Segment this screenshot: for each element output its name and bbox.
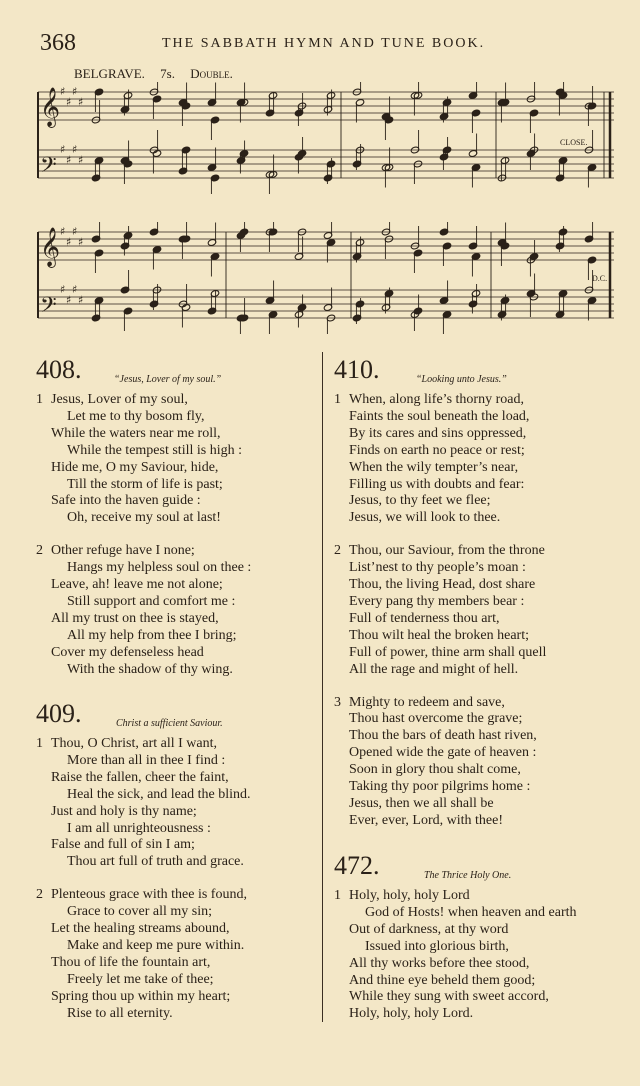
verse-line: When, along life’s thorny road, bbox=[349, 392, 524, 407]
page-header bbox=[40, 30, 610, 60]
verse-line: Holy, holy, holy Lord. bbox=[349, 1006, 474, 1022]
sharp-sign: ♯ bbox=[72, 143, 78, 156]
verse-line: Finds on earth no peace or rest; bbox=[349, 442, 525, 458]
verse-line: When the wily tempter’s near, bbox=[349, 459, 519, 475]
verse-line: Let me to thy bosom fly, bbox=[67, 408, 205, 424]
sharp-sign: ♯ bbox=[72, 225, 78, 238]
verse-line: Cover my defenseless head bbox=[51, 644, 204, 660]
hymn-410 bbox=[334, 355, 624, 846]
bass-clef: 𝄢 bbox=[40, 153, 57, 183]
verse-line: Holy, holy, holy Lord bbox=[349, 888, 470, 903]
verse bbox=[36, 736, 314, 871]
verse-line: While the waters near me roll, bbox=[51, 425, 221, 441]
verse-line: Raise the fallen, cheer the faint, bbox=[51, 769, 229, 785]
hymn-subtitle: “Looking unto Jesus.” bbox=[416, 374, 507, 385]
sharp-sign: ♯ bbox=[78, 293, 84, 307]
music-staff-system bbox=[36, 222, 616, 334]
verse-line: Till the storm of life is past; bbox=[67, 476, 223, 492]
dc-label: D.C. bbox=[592, 274, 608, 283]
page-number: 368 bbox=[40, 30, 76, 56]
verse-number: 2 bbox=[334, 543, 341, 559]
verse-line: Plenteous grace with thee is found, bbox=[51, 887, 247, 903]
verse-line: I am all unrighteousness : bbox=[67, 820, 211, 836]
verse-line: Let the healing streams abound, bbox=[51, 921, 230, 937]
tune-title bbox=[74, 66, 245, 82]
hymn-number: 472. bbox=[334, 851, 380, 880]
verse-line: God of Hosts! when heaven and earth bbox=[365, 904, 577, 920]
verse-line: Jesus, then we all shall be bbox=[349, 795, 494, 811]
verse-number: 2 bbox=[36, 543, 43, 559]
verse-line: Filling us with doubts and fear: bbox=[349, 476, 525, 492]
hymn-408 bbox=[36, 355, 314, 695]
verse-line: Taking thy poor pilgrims home : bbox=[349, 779, 531, 795]
column-divider bbox=[322, 352, 323, 1022]
verse-line: Soon in glory thou shalt come, bbox=[349, 762, 521, 778]
verse-line: Ever, ever, Lord, with thee! bbox=[349, 812, 503, 828]
verse-line: Faints the soul beneath the load, bbox=[349, 408, 530, 424]
verse-line: More than all in thee I find : bbox=[67, 752, 226, 768]
music-system-1 bbox=[36, 82, 616, 194]
verse bbox=[36, 887, 314, 1022]
verse-line: Jesus, to thy feet we flee; bbox=[349, 493, 491, 509]
verse bbox=[36, 543, 314, 678]
music-staff-system bbox=[36, 82, 616, 194]
verse-line: Freely let me take of thee; bbox=[67, 971, 214, 987]
verse-line: Oh, receive my soul at last! bbox=[67, 510, 221, 526]
verse-line: While the tempest still is high : bbox=[67, 442, 242, 458]
verse-line: False and full of sin I am; bbox=[51, 837, 195, 853]
sharp-sign: ♯ bbox=[60, 85, 66, 98]
verse-line: List’nest to thy people’s moan : bbox=[349, 560, 526, 576]
sharp-sign: ♯ bbox=[66, 293, 72, 307]
hymn-number: 410. bbox=[334, 355, 380, 384]
verse-line: Hide me, O my Saviour, hide, bbox=[51, 459, 219, 475]
hymn-number: 409. bbox=[36, 699, 82, 728]
verse-line: Still support and comfort me : bbox=[67, 593, 236, 609]
verse-line: Hangs my helpless soul on thee : bbox=[67, 560, 252, 576]
bass-clef: 𝄢 bbox=[40, 293, 57, 323]
verse-line: Spring thou up within my heart; bbox=[51, 988, 231, 1004]
verse bbox=[334, 888, 624, 1023]
verse-line: Opened wide the gate of heaven : bbox=[349, 745, 537, 761]
sharp-sign: ♯ bbox=[66, 153, 72, 167]
sharp-sign: ♯ bbox=[60, 225, 66, 238]
hymn-subtitle: “Jesus, Lover of my soul.” bbox=[114, 374, 222, 385]
hymn-subtitle: The Thrice Holy One. bbox=[424, 870, 512, 881]
hymn-472 bbox=[334, 851, 624, 1039]
treble-clef: 𝄞 bbox=[40, 227, 61, 267]
verse-line: By its cares and sins oppressed, bbox=[349, 425, 527, 441]
verse-line: Safe into the haven guide : bbox=[51, 493, 201, 509]
verse-line: Jesus, we will look to thee. bbox=[349, 510, 501, 526]
verse-line: Out of darkness, at thy word bbox=[349, 921, 509, 937]
verse-line: Mighty to redeem and save, bbox=[349, 694, 505, 710]
verse-number: 1 bbox=[334, 392, 341, 407]
sharp-sign: ♯ bbox=[78, 153, 84, 167]
sharp-sign: ♯ bbox=[66, 95, 72, 109]
verse-line: Grace to cover all my sin; bbox=[67, 904, 213, 920]
hymn-409 bbox=[36, 699, 314, 1039]
verse-line: All my help from thee I bring; bbox=[67, 627, 237, 643]
tune-meter: 7s. bbox=[160, 66, 175, 81]
verse-line: Jesus, Lover of my soul, bbox=[51, 392, 188, 407]
verse-line: All my trust on thee is stayed, bbox=[51, 610, 219, 626]
treble-clef: 𝄞 bbox=[40, 87, 61, 127]
verse-line: Thou of life the fountain art, bbox=[51, 954, 211, 970]
tune-name: BELGRAVE. bbox=[74, 66, 145, 81]
verse-line: And thine eye beheld them good; bbox=[349, 972, 536, 988]
verse bbox=[334, 392, 624, 527]
sharp-sign: ♯ bbox=[78, 95, 84, 109]
music-system-2 bbox=[36, 222, 616, 334]
verse-number: 1 bbox=[334, 888, 341, 903]
verse bbox=[36, 392, 314, 527]
verse-number: 1 bbox=[36, 392, 43, 407]
verse-number: 3 bbox=[334, 694, 341, 710]
verse-line: All thy works before thee stood, bbox=[349, 955, 530, 971]
sharp-sign: ♯ bbox=[60, 283, 66, 296]
close-label: CLOSE. bbox=[560, 138, 588, 147]
verse-line: Thou art full of truth and grace. bbox=[67, 854, 244, 870]
verse-line: Rise to all eternity. bbox=[67, 1005, 173, 1021]
verse-number: 2 bbox=[36, 887, 43, 903]
sharp-sign: ♯ bbox=[66, 235, 72, 249]
verse-line: All the rage and might of hell. bbox=[349, 661, 519, 677]
verse-line: Thou hast overcome the grave; bbox=[349, 711, 523, 727]
verse-number: 1 bbox=[36, 736, 43, 751]
sharp-sign: ♯ bbox=[78, 235, 84, 249]
sharp-sign: ♯ bbox=[60, 143, 66, 156]
verse-line: Heal the sick, and lead the blind. bbox=[67, 786, 251, 802]
sharp-sign: ♯ bbox=[72, 85, 78, 98]
verse-line: Thou, the living Head, dost share bbox=[349, 577, 536, 593]
tune-kind: Double. bbox=[190, 66, 233, 81]
verse-line: Other refuge have I none; bbox=[51, 543, 195, 559]
verse-line: Full of tenderness thou art, bbox=[349, 610, 500, 626]
verse-line: Thou wilt heal the broken heart; bbox=[349, 627, 529, 643]
verse-line: Thou, our Saviour, from the throne bbox=[349, 543, 545, 559]
verse-line: Thou the bars of death hast riven, bbox=[349, 728, 537, 744]
verse bbox=[334, 543, 624, 678]
verse-line: With the shadow of thy wing. bbox=[67, 661, 233, 677]
verse-line: Leave, ah! leave me not alone; bbox=[51, 577, 223, 593]
verse bbox=[334, 695, 624, 830]
running-title: THE SABBATH HYMN AND TUNE BOOK. bbox=[162, 36, 486, 51]
hymn-number: 408. bbox=[36, 355, 82, 384]
sharp-sign: ♯ bbox=[72, 283, 78, 296]
verse-line: Just and holy is thy name; bbox=[51, 803, 197, 819]
verse-line: Issued into glorious birth, bbox=[365, 938, 509, 954]
verse-line: Every pang thy members bear : bbox=[349, 593, 525, 609]
verse-line: Full of power, thine arm shall quell bbox=[349, 644, 547, 660]
verse-line: Make and keep me pure within. bbox=[67, 937, 245, 953]
verse-line: While they sung with sweet accord, bbox=[349, 989, 549, 1005]
verse-line: Thou, O Christ, art all I want, bbox=[51, 736, 218, 751]
hymn-subtitle: Christ a sufficient Saviour. bbox=[116, 718, 223, 729]
